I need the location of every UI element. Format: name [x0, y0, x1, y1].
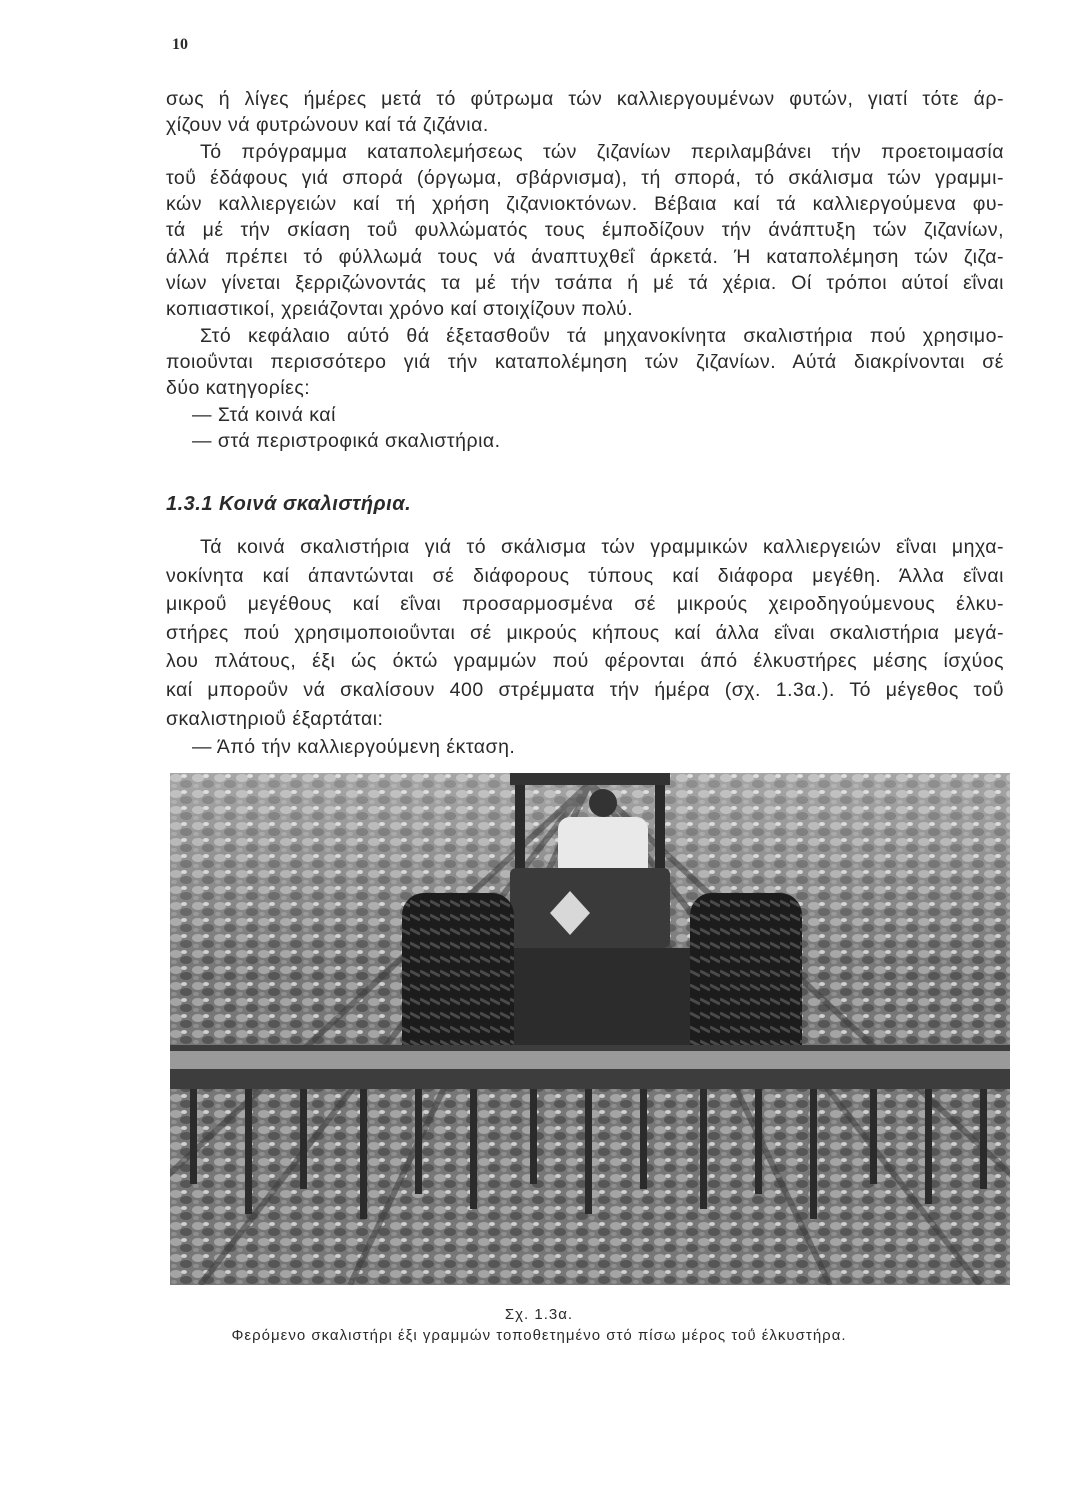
- page-number: 10: [172, 36, 188, 53]
- text-line: άλλά πρέπει τό φύλλωμά τους νά άναπτυχθεΐ άρκετά. Ή καταπολέμηση τών ζιζα-: [166, 245, 1004, 268]
- text-line: σκαλιστηριοΰ έξαρτάται:: [166, 707, 384, 730]
- photo-illustration: [170, 773, 1010, 1285]
- text-line: σως ή λίγες ήμέρες μετά τό φύτρωμα τών καλλιεργουμένων φυτών, γιατί τότε άρ-: [166, 88, 1004, 110]
- section-heading: 1.3.1 Κοινά σκαλιστήρια.: [166, 493, 412, 515]
- text-line: τά μέ τήν σκίαση τοΰ φυλλώματός τους έμποδίζουν τήν άνάπτυξη τών ζιζανίων,: [166, 219, 1004, 242]
- text-line: νίων γίνεται ξερριζώνοντάς τα μέ τήν τσάπα ή μέ τά χέρια. Οί τρόποι αύτοί εΐναι: [166, 272, 1004, 295]
- intro-text-block: [166, 86, 1004, 454]
- text-line: νοκίνητα καί άπαντώνται σέ διάφορους τύπους καί διάφορα μεγέθη. Άλλα εΐναι: [166, 564, 1004, 587]
- text-line: μικροΰ μεγέθους καί εΐναι προσαρμοσμένα σέ μικρούς χειροδηγούμενους έλκυ-: [166, 593, 1004, 616]
- text-line: στήρες πού χρησιμοποιοΰνται σέ μικρούς κήπους καί άλλα εΐναι σκαλιστήρια μεγά-: [166, 621, 1004, 644]
- text-line: δύο κατηγορίες:: [166, 377, 311, 400]
- figure-caption: Φερόμενο σκαλιστήρι έξι γραμμών τοποθετημένο στό πίσω μέρος τοΰ έλκυστήρα.: [231, 1327, 847, 1344]
- text-line: Τά κοινά σκαλιστήρια γιά τό σκάλισμα τών γραμμικών καλλιεργειών εΐναι μηχα-: [200, 536, 1004, 558]
- figure-label: Σχ. 1.3α.: [504, 1306, 574, 1323]
- text-line: κοπιαστικοί, χρειάζονται χρόνο καί στοιχίζουν πολύ.: [166, 298, 634, 321]
- text-line: καί μποροΰν νά σκαλίσουν 400 στρέμματα τήν ήμέρα (σχ. 1.3α.). Τό μέγεθος τοΰ: [166, 678, 1004, 701]
- tractor-cultivator-photo: [170, 773, 1010, 1285]
- text-line: χίζουν νά φυτρώνουν καί τά ζιζάνια.: [166, 114, 489, 137]
- section-text-block: [166, 533, 1004, 762]
- list-item: — Στά κοινά καί: [192, 403, 336, 426]
- text-line: ποιοΰνται περισσότερο γιά τήν καταπολέμηση τών ζιζανίων. Αύτά διακρίνονται σέ: [166, 350, 1004, 373]
- text-line: Στό κεφάλαιο αύτό θά έξετασθοΰν τά μηχανοκίνητα σκαλιστήρια πού χρησιμο-: [200, 324, 1004, 347]
- list-item: — Άπό τήν καλλιεργούμενη έκταση.: [192, 736, 516, 759]
- text-line: τοΰ έδάφους γιά σπορά (όργωμα, σβάρνισμα), τή σπορά, τό σκάλισμα τών γραμμι-: [166, 166, 1004, 189]
- list-item: — στά περιστροφικά σκαλιστήρια.: [192, 429, 501, 452]
- text-line: Τό πρόγραμμα καταπολεμήσεως τών ζιζανίων περιλαμβάνει τήν προετοιμασία: [200, 140, 1004, 163]
- text-line: κών καλλιεργειών καί τή χρήση ζιζανιοκτόνων. Βέβαια καί τά καλλιεργούμενα φυ-: [166, 193, 1004, 216]
- text-line: λου πλάτους, έξι ώς όκτώ γραμμών πού φέρονται άπό έλκυστήρες μέσης ίσχύος: [166, 650, 1004, 673]
